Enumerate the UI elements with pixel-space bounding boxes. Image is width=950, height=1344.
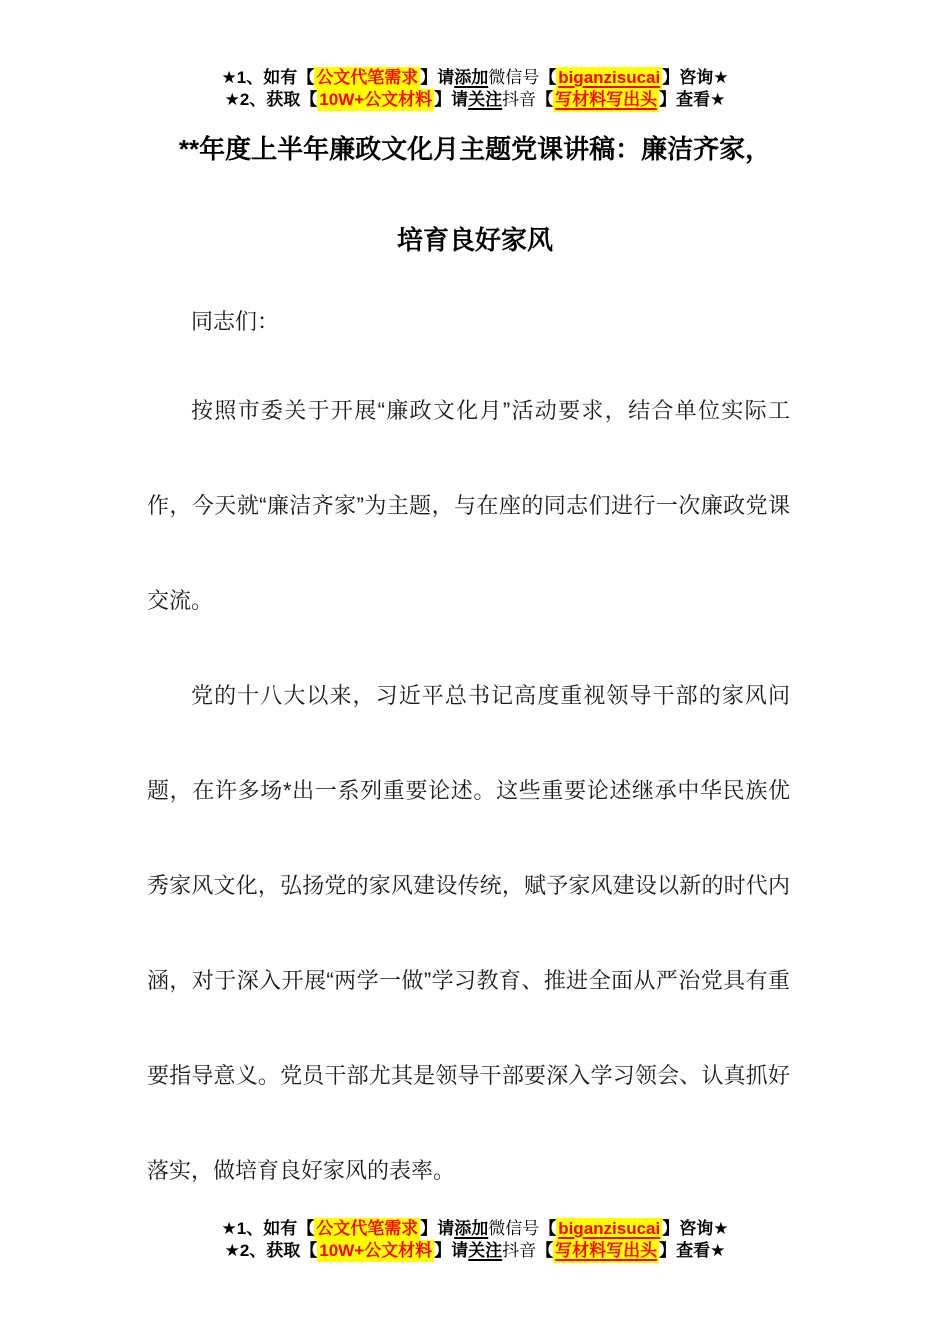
- document-title-line-1: **年度上半年廉政文化月主题党课讲稿：廉洁齐家，: [178, 134, 772, 164]
- promo-line1-wechat-label: 微信号: [488, 1219, 540, 1238]
- promo-line1-highlight-need: 公文代笔需求: [316, 68, 419, 87]
- promo-bottom-line-2: [0, 1240, 950, 1262]
- promo-top-line-1: [0, 67, 950, 89]
- promo-line2-highlight-materials: 10W+公文材料: [319, 1241, 433, 1260]
- promo-line2-follow-action: 关注: [468, 90, 503, 109]
- promo-line1-suffix: 】咨询★: [662, 68, 729, 87]
- promo-line1-wechat-id: biganzisucai: [556, 67, 662, 90]
- promo-line1-prefix: ★1、如有【: [221, 68, 315, 87]
- promo-line2-follow-action: 关注: [468, 1241, 503, 1260]
- promo-line2-prefix: ★2、获取【: [224, 90, 318, 109]
- body-paragraph-2: 党的十八大以来，习近平总书记高度重视领导干部的家风问题，在许多场*出一系列重要论述。这些重要论述继承中华民族优秀家风文化，弘扬党的家风建设传统，赋予家风建设以新的时代内涵，对于深入开展“两学一做”学习教育、推进全面从严治党具有重要指导意义。党员干部尤其是领导干部要深入学习领会、认真抓好落实，做培育良好家风的表率。: [147, 683, 790, 1183]
- body-paragraph-1: 按照市委关于开展“廉政文化月”活动要求，结合单位实际工作，今天就“廉洁齐家”为主题，与在座的同志们进行一次廉政党课交流。: [147, 398, 790, 613]
- salutation-paragraph: 同志们：: [191, 309, 280, 334]
- promo-line2-bracket-please: 】请: [434, 1241, 469, 1260]
- promo-line2-douyin-account: 写材料写出头: [553, 89, 659, 112]
- promo-line1-wechat-id: biganzisucai: [556, 1218, 662, 1241]
- promo-banner-top: [0, 0, 950, 111]
- promo-line1-suffix: 】咨询★: [662, 1219, 729, 1238]
- document-body: [0, 281, 790, 1218]
- promo-bottom-line-1: [0, 1218, 950, 1240]
- promo-line2-bracket-please: 】请: [434, 90, 469, 109]
- promo-line1-wechat-label: 微信号: [488, 68, 540, 87]
- promo-line2-douyin-label: 抖音: [502, 1241, 537, 1260]
- promo-line2-prefix: ★2、获取【: [224, 1241, 318, 1260]
- promo-line1-prefix: ★1、如有【: [221, 1219, 315, 1238]
- document-title: [0, 104, 950, 286]
- promo-banner-bottom: [0, 1218, 950, 1262]
- promo-line1-highlight-need: 公文代笔需求: [316, 1219, 419, 1238]
- promo-line2-open-bracket: 【: [536, 90, 554, 109]
- promo-line2-highlight-materials: 10W+公文材料: [319, 90, 433, 109]
- promo-line1-open-bracket: 【: [539, 1219, 557, 1238]
- promo-line1-bracket-please: 】请: [420, 1219, 455, 1238]
- document-title-line-2: 培育良好家风: [396, 225, 553, 255]
- promo-line2-suffix: 】查看★: [659, 90, 726, 109]
- promo-line2-douyin-label: 抖音: [502, 90, 537, 109]
- promo-line1-bracket-please: 】请: [420, 68, 455, 87]
- promo-line2-suffix: 】查看★: [659, 1241, 726, 1260]
- promo-line1-open-bracket: 【: [539, 68, 557, 87]
- promo-line2-douyin-account: 写材料写出头: [553, 1240, 659, 1263]
- promo-line1-add-action: 添加: [454, 68, 489, 87]
- promo-line1-add-action: 添加: [454, 1219, 489, 1238]
- promo-line2-open-bracket: 【: [536, 1241, 554, 1260]
